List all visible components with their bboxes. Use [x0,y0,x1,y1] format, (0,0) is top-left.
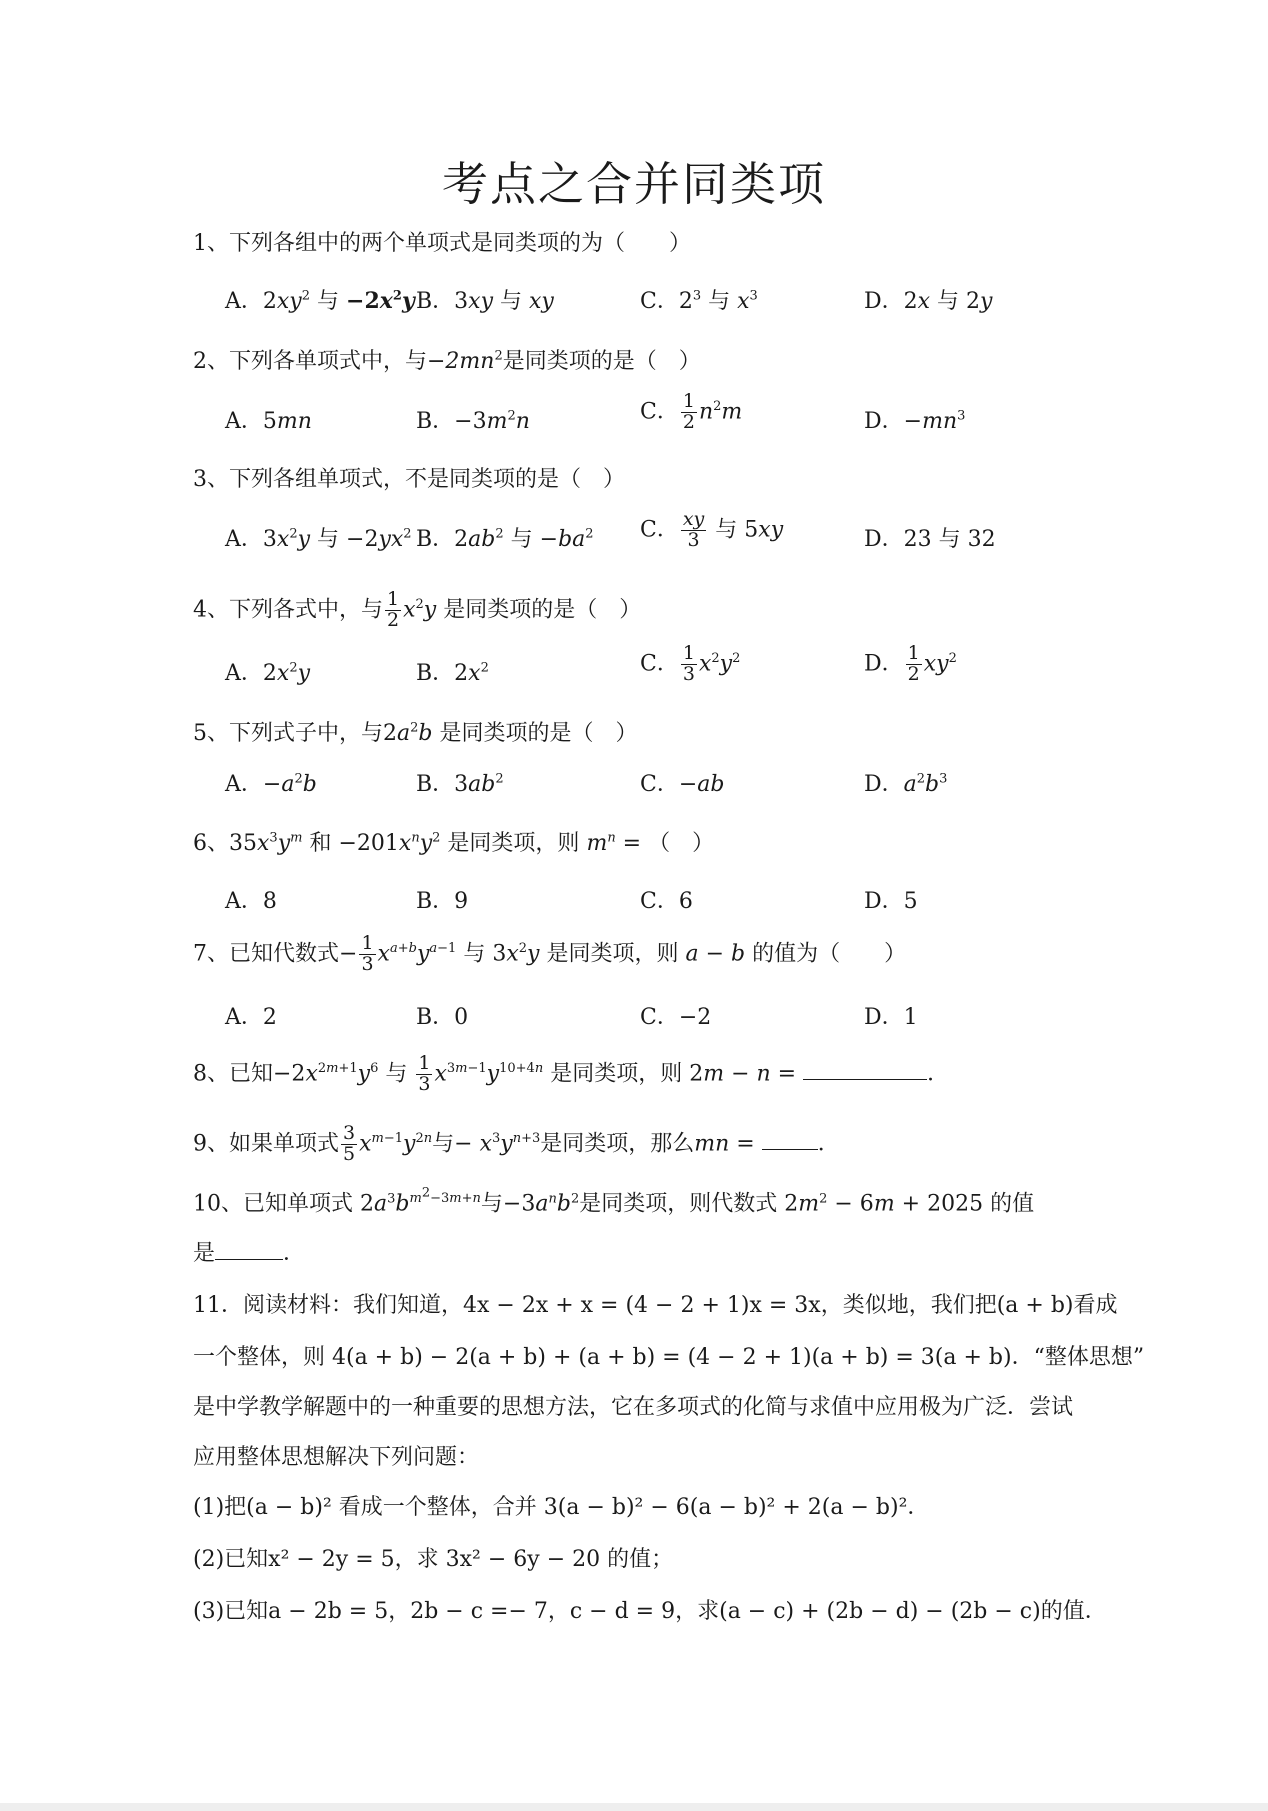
q3-option-b: B．$2ab^2$ 与 $-ba^2$ [416,526,594,552]
q5-option-d: D．$a^2b^3$ [864,771,948,797]
q7-option-b: B．0 [416,1005,469,1030]
page-title: 考点之合并同类项 [442,157,826,211]
q2-option-c: C． $\frac{1}{2}$ $n^2m$ [640,390,743,433]
q10-answer-blank[interactable] [215,1241,283,1260]
q4-option-c: C． $\frac{1}{3}$ $x^2y^2$ [640,642,741,685]
q11-part-3: (3)已知a − 2b = 5，2b − c =− 7，c − d = 9，求(a − c) + (2b − d) − (2b − c)的值． [193,1599,1107,1624]
q3-option-d: D．23 与 32 [864,527,996,552]
q4-option-b: B．$2x^2$ [416,660,489,686]
question-2: 2、下列各单项式中，与$-2mn^2$是同类项的是（ ） [193,348,701,374]
q6-option-a: A．8 [225,889,277,914]
q11-text-line-4: 应用整体思想解决下列问题： [193,1445,480,1470]
page-bottom-edge [0,1803,1268,1811]
q11-text-line-2: 一个整体，则 4(a + b) − 2(a + b) + (a + b) = (4 − 2 + 1)(a + b) = 3(a + b)．“整体思想” [193,1345,1145,1370]
q6-option-b: B．9 [416,889,469,914]
question-8: 8、已知$-2x^{2m+1}y^6$ 与 $\frac{1}{3}$ $x^{3m-1}y^{10+4n}$ 是同类项，则 2m − n = ． [193,1052,950,1095]
q8-answer-blank[interactable] [803,1061,927,1080]
q7-option-c: C．−2 [640,1005,712,1030]
q11-part-2: (2)已知x² − 2y = 5，求 3x² − 6y − 20 的值； [193,1547,674,1572]
question-5: 5、下列式子中，与$2a^2b$ 是同类项的是（ ） [193,720,638,746]
q9-answer-blank[interactable] [762,1131,818,1150]
q2-option-a: A．5mn [225,409,312,434]
question-1: 1、下列各组中的两个单项式是同类项的为（ ） [193,231,691,256]
q5-option-b: B．$3ab^2$ [416,771,504,797]
question-10: 10、已知单项式 $2a^3b^{m^2-3m+n}$与$-3a^nb^2$是同类项，则代数式 $2m^2 - 6m + 2025$ 的值 [193,1186,1035,1217]
q5-option-c: C．−ab [640,772,725,797]
q6-option-c: C．6 [640,889,693,914]
q4-option-d: D． $\frac{1}{2}$ $xy^2$ [864,642,957,685]
q3-option-a: A．$3x^2y$ 与 $-2yx^2$ [225,526,412,552]
q1-option-a: A．$2xy^2$ 与 $-2x^2y$ [225,288,415,314]
q11-text-line-1: 11．阅读材料：我们知道，4x − 2x + x = (4 − 2 + 1)x = 3x，类似地，我们把(a + b)看成 [193,1293,1118,1318]
question-7: 7、已知代数式− $\frac{1}{3}$ $x^{a+b}y^{a-1}$ 与 $3x^2y$ 是同类项，则 a − b 的值为（ ） [193,932,907,975]
q7-option-a: A．2 [225,1005,277,1030]
q3-option-c: C． $\frac{xy}{3}$ 与 5xy [640,508,784,551]
q6-option-d: D．5 [864,889,918,914]
q1-option-c: C．$2^3$ 与 $x^3$ [640,288,758,314]
q7-option-d: D．1 [864,1005,918,1030]
question-3: 3、下列各组单项式，不是同类项的是（ ） [193,467,625,492]
question-10-line-2: 是 ． [193,1241,306,1266]
question-9: 9、如果单项式 $\frac{3}{5}$ $x^{m-1}y^{2n}$与− $x^3y^{n+3}$是同类项，那么mn = ． [193,1122,840,1165]
q2-option-d: D．$-mn^3$ [864,408,966,434]
q4-option-a: A．$2x^2y$ [225,660,311,686]
q1-option-d: D．2x 与 2y [864,289,993,314]
q5-option-a: A．$-a^2b$ [225,771,317,797]
question-6: 6、$35x^3y^m$ 和 $-201x^ny^2$ 是同类项，则 $m^n$ = （ ） [193,830,715,856]
q11-part-1: (1)把(a − b)² 看成一个整体，合并 3(a − b)² − 6(a − b)² + 2(a − b)²． [193,1495,930,1520]
q1-option-b: B．3xy 与 xy [416,289,554,314]
q11-text-line-3: 是中学教学解题中的一种重要的思想方法，它在多项式的化简与求值中应用极为广泛．尝试 [193,1395,1074,1420]
question-4: 4、下列各式中，与 $\frac{1}{2}$ $x^2y$ 是同类项的是（ ） [193,588,642,631]
q2-option-b: B．$-3m^2n$ [416,408,530,434]
